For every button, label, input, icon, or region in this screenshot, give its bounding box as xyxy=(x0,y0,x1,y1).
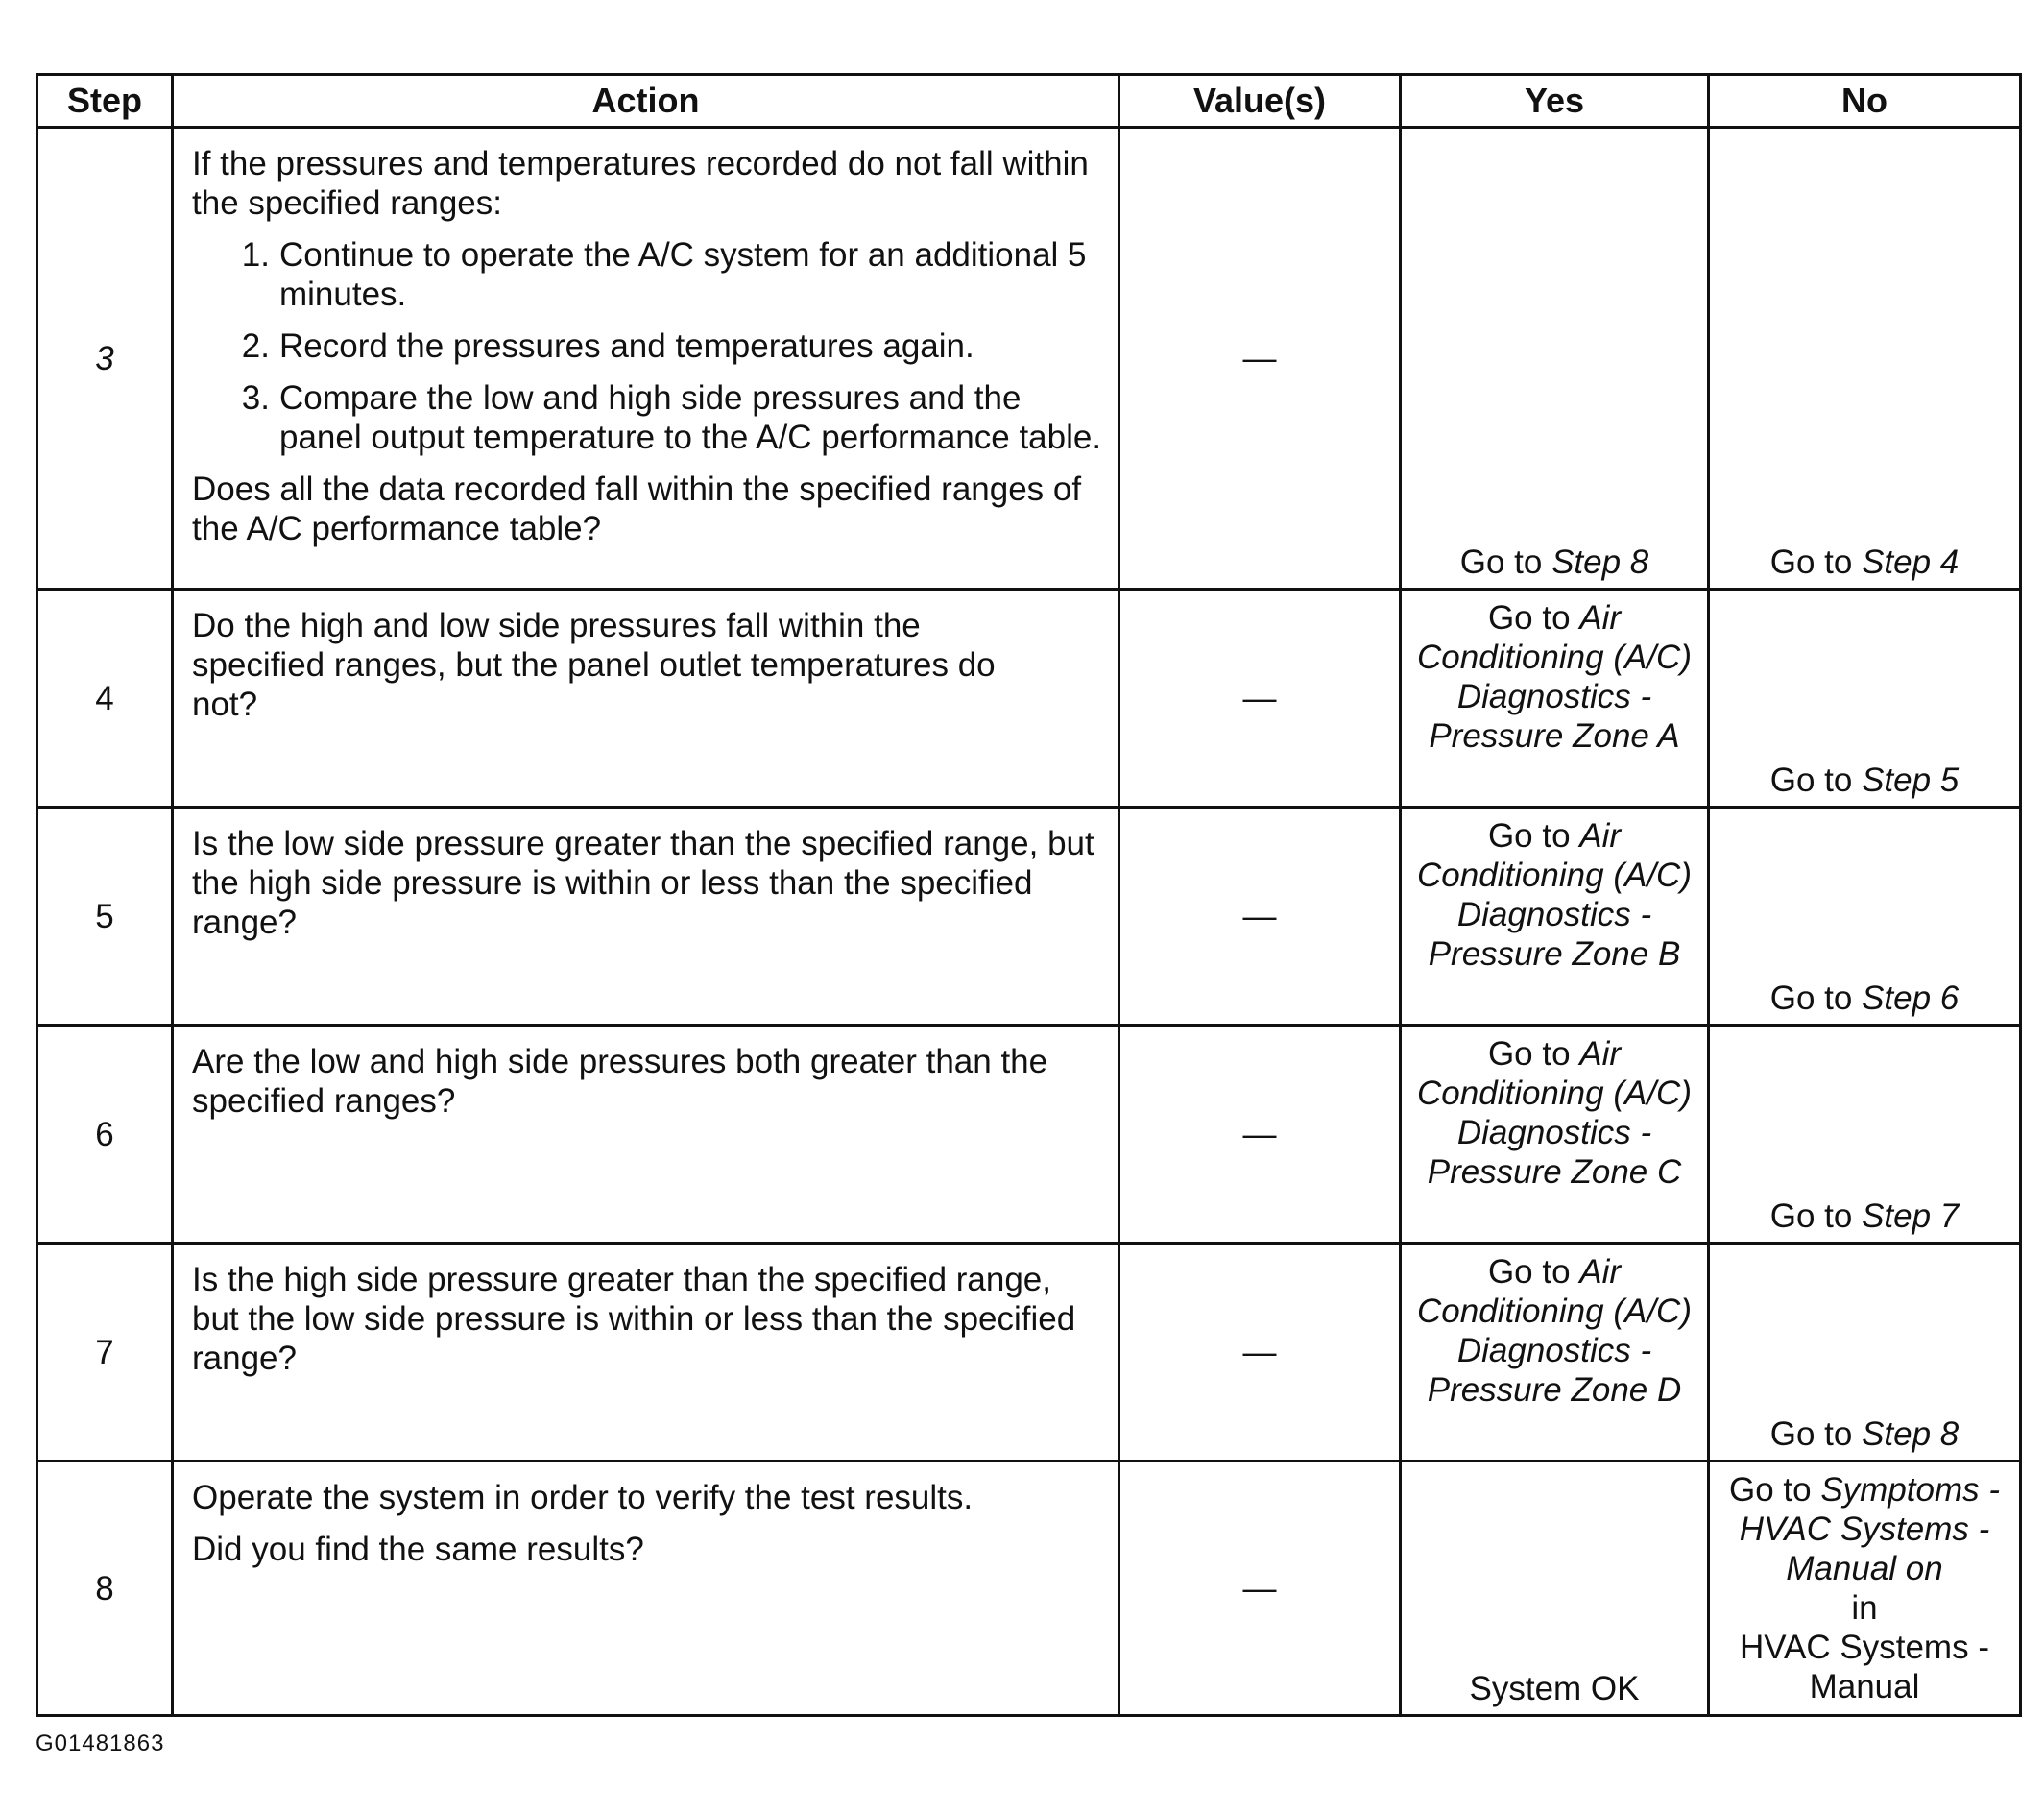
table-row xyxy=(37,1026,2021,1244)
step-number-cell xyxy=(37,1026,173,1244)
no-cell xyxy=(1709,1244,2021,1462)
header-action: Action xyxy=(173,75,1119,128)
yes-prefix: Go to xyxy=(1487,599,1571,637)
list-item xyxy=(192,378,1102,457)
no-cell xyxy=(1709,590,2021,808)
no-cell xyxy=(1709,1462,2021,1716)
figure-id: G01481863 xyxy=(36,1730,165,1756)
step-number: 5 xyxy=(95,897,114,935)
action-cell xyxy=(173,128,1119,590)
table-row xyxy=(37,590,2021,808)
no-prefix: Go to xyxy=(1769,1415,1853,1453)
step-number: 4 xyxy=(95,679,114,717)
header-step: Step xyxy=(37,75,173,128)
step-number-cell xyxy=(37,808,173,1026)
no-cell xyxy=(1709,808,2021,1026)
list-number: 2. xyxy=(241,327,270,365)
value-cell: — xyxy=(1119,1462,1401,1716)
yes-link[interactable]: Air Conditioning (A/C) Diagnostics - Pressure Zone D xyxy=(1417,1253,1692,1409)
no-link[interactable]: Symptoms - HVAC Systems - Manual on xyxy=(1739,1471,2001,1587)
action-cell xyxy=(173,1026,1119,1244)
no-suffix: HVAC Systems - Manual xyxy=(1740,1629,1989,1705)
step-number: 7 xyxy=(95,1333,114,1371)
value-cell: — xyxy=(1119,1244,1401,1462)
no-mid: in xyxy=(1851,1589,1878,1627)
yes-text: System OK xyxy=(1469,1670,1640,1707)
step-number-cell xyxy=(37,1462,173,1716)
yes-cell xyxy=(1401,1244,1709,1462)
yes-link[interactable]: Step 8 xyxy=(1551,544,1649,581)
list-number: 3. xyxy=(241,379,270,417)
step-number: 6 xyxy=(95,1115,114,1153)
no-link[interactable]: Step 4 xyxy=(1862,544,1960,581)
action-cell xyxy=(173,1462,1119,1716)
value-cell: — xyxy=(1119,1026,1401,1244)
no-link[interactable]: Step 8 xyxy=(1862,1415,1960,1453)
yes-link[interactable]: Air Conditioning (A/C) Diagnostics - Pressure Zone C xyxy=(1417,1035,1692,1191)
yes-prefix: Go to xyxy=(1459,544,1543,581)
no-link[interactable]: Step 5 xyxy=(1862,761,1960,799)
action-instruction: Operate the system in order to verify the test results. xyxy=(192,1479,974,1516)
yes-cell xyxy=(1401,590,1709,808)
no-cell xyxy=(1709,1026,2021,1244)
action-intro: If the pressures and temperatures recorded do not fall within the specified ranges: xyxy=(192,145,1089,222)
no-prefix: Go to xyxy=(1769,979,1853,1017)
yes-cell xyxy=(1401,808,1709,1026)
step-number: 8 xyxy=(95,1569,114,1608)
table-row xyxy=(37,808,2021,1026)
header-yes: Yes xyxy=(1401,75,1709,128)
step-number-cell xyxy=(37,590,173,808)
yes-prefix: Go to xyxy=(1487,817,1571,855)
table-row xyxy=(37,1244,2021,1462)
list-item xyxy=(192,326,1102,366)
no-prefix: Go to xyxy=(1769,1197,1853,1235)
table-row xyxy=(37,128,2021,590)
value-cell: — xyxy=(1119,808,1401,1026)
value-cell: — xyxy=(1119,128,1401,590)
table-header-row xyxy=(37,75,2021,128)
header-no: No xyxy=(1709,75,2021,128)
table-row xyxy=(37,1462,2021,1716)
no-prefix: Go to xyxy=(1728,1471,1812,1509)
action-question: Does all the data recorded fall within the specified ranges of the A/C performance table? xyxy=(192,471,1082,547)
diagnostic-table-container xyxy=(36,73,2019,1717)
no-prefix: Go to xyxy=(1769,761,1853,799)
yes-prefix: Go to xyxy=(1487,1035,1571,1073)
list-text: Continue to operate the A/C system for an additional 5 minutes. xyxy=(279,236,1087,313)
list-text: Record the pressures and temperatures again. xyxy=(279,327,974,365)
action-question: Is the low side pressure greater than the specified range, but the high side pressure is within or less than the specified range? xyxy=(192,825,1094,941)
step-number-cell xyxy=(37,128,173,590)
diagnostic-table xyxy=(36,73,2022,1717)
step-number: 3 xyxy=(95,339,114,377)
yes-prefix: Go to xyxy=(1487,1253,1571,1291)
header-values: Value(s) xyxy=(1119,75,1401,128)
action-steps-list xyxy=(192,235,1102,457)
yes-link[interactable]: Air Conditioning (A/C) Diagnostics - Pressure Zone A xyxy=(1417,599,1692,755)
yes-cell xyxy=(1401,1026,1709,1244)
no-cell xyxy=(1709,128,2021,590)
action-question: Is the high side pressure greater than the specified range, but the low side pressure is within or less than the specified range? xyxy=(192,1261,1076,1377)
yes-cell xyxy=(1401,128,1709,590)
action-question: Did you find the same results? xyxy=(192,1531,644,1568)
yes-cell xyxy=(1401,1462,1709,1716)
no-link[interactable]: Step 7 xyxy=(1862,1197,1960,1235)
action-cell xyxy=(173,590,1119,808)
list-number: 1. xyxy=(241,236,270,274)
step-number-cell xyxy=(37,1244,173,1462)
action-question: Do the high and low side pressures fall within the specified ranges, but the panel outlet temperatures do not? xyxy=(192,607,996,723)
action-cell xyxy=(173,808,1119,1026)
list-text: Compare the low and high side pressures and the panel output temperature to the A/C performance table. xyxy=(279,379,1102,456)
list-item xyxy=(192,235,1102,314)
yes-link[interactable]: Air Conditioning (A/C) Diagnostics - Pressure Zone B xyxy=(1417,817,1692,973)
action-cell xyxy=(173,1244,1119,1462)
no-link[interactable]: Step 6 xyxy=(1862,979,1960,1017)
value-cell: — xyxy=(1119,590,1401,808)
no-prefix: Go to xyxy=(1769,544,1853,581)
action-question: Are the low and high side pressures both greater than the specified ranges? xyxy=(192,1043,1048,1120)
